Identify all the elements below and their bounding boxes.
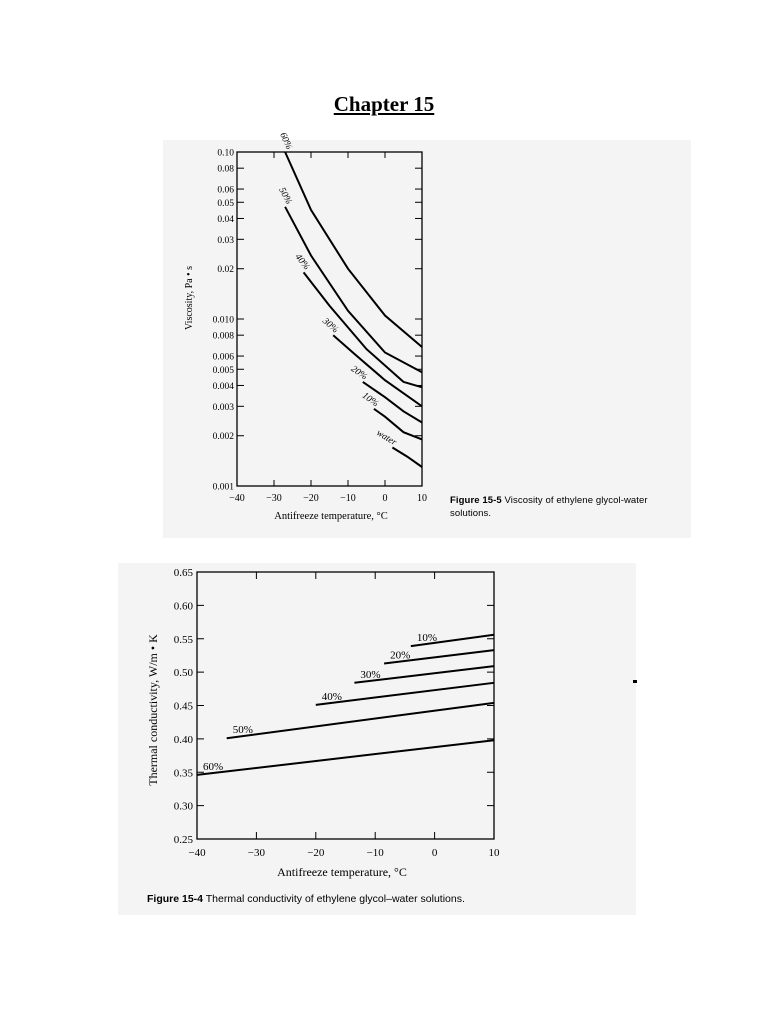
- conductivity-y-tick-label: 0.40: [173, 733, 193, 746]
- viscosity-y-tick-label: 0.08: [217, 164, 234, 175]
- viscosity-y-tick-label: 0.02: [217, 265, 234, 276]
- conductivity-y-tick-label: 0.60: [173, 600, 193, 613]
- viscosity-x-tick-label: −30: [266, 493, 282, 504]
- conductivity-x-tick-label: 10: [488, 847, 500, 859]
- figure-15-4-caption: [147, 893, 465, 905]
- viscosity-x-tick-label: −40: [229, 493, 245, 504]
- conductivity-y-tick-label: 0.30: [173, 800, 193, 813]
- viscosity-x-tick-label: 10: [417, 493, 427, 504]
- conductivity-x-axis-label: Antifreeze temperature, °C: [277, 865, 407, 879]
- conductivity-y-tick-label: 0.25: [173, 834, 193, 846]
- viscosity-y-axis-label: Viscosity, Pa • s: [184, 266, 195, 330]
- figure-15-5-label: Figure 15-5: [450, 495, 502, 506]
- viscosity-y-tick-label: 0.04: [217, 214, 234, 225]
- viscosity-y-tick-label: 0.005: [212, 365, 234, 376]
- viscosity-x-tick-label: −20: [303, 493, 319, 504]
- viscosity-series-label: 40%: [292, 252, 312, 273]
- conductivity-x-tick-label: −20: [307, 847, 325, 859]
- viscosity-y-tick-label: 0.10: [217, 148, 234, 159]
- viscosity-series-label: water: [374, 428, 399, 449]
- figure-15-5-caption-text: Viscosity of ethylene glycol-water solutions.: [450, 495, 648, 519]
- conductivity-y-tick-label: 0.45: [173, 700, 193, 713]
- conductivity-x-tick-label: −30: [247, 847, 266, 859]
- conductivity-series-label: 30%: [360, 668, 381, 681]
- conductivity-series-label: 20%: [390, 649, 411, 662]
- conductivity-line-50pct: [227, 703, 494, 738]
- viscosity-series-label: 60%: [277, 131, 294, 152]
- conductivity-series-label: 50%: [232, 724, 253, 737]
- conductivity-line-40pct: [316, 683, 494, 705]
- conductivity-y-axis-label: Thermal conductivity, W/m • K: [146, 634, 160, 786]
- viscosity-y-tick-label: 0.002: [212, 432, 234, 443]
- viscosity-series-label: 50%: [276, 186, 294, 207]
- figure-15-4-caption-text: Thermal conductivity of ethylene glycol–water solutions.: [205, 893, 465, 905]
- conductivity-series-label: 40%: [321, 690, 342, 703]
- conductivity-y-tick-label: 0.35: [173, 767, 193, 780]
- stray-mark: [633, 680, 637, 683]
- viscosity-y-tick-label: 0.003: [212, 402, 234, 413]
- viscosity-y-tick-label: 0.006: [212, 352, 234, 363]
- viscosity-series-label: 10%: [359, 390, 380, 410]
- viscosity-y-tick-label: 0.05: [217, 198, 234, 209]
- conductivity-line-60pct: [197, 740, 494, 775]
- conductivity-series-label: 10%: [416, 632, 438, 645]
- viscosity-x-axis-label: Antifreeze temperature, °C: [274, 511, 388, 522]
- viscosity-x-tick-label: 0: [382, 493, 388, 504]
- viscosity-y-tick-label: 0.001: [212, 482, 234, 493]
- figure-15-4-label: Figure 15-4: [147, 893, 204, 905]
- viscosity-y-tick-label: 0.004: [212, 381, 234, 392]
- viscosity-series-label: 20%: [348, 364, 369, 383]
- viscosity-series-label: 30%: [320, 316, 340, 336]
- conductivity-x-tick-label: −40: [188, 847, 206, 859]
- viscosity-y-tick-label: 0.06: [217, 185, 234, 196]
- page-title: Chapter 15: [333, 92, 435, 116]
- viscosity-y-tick-label: 0.008: [212, 331, 234, 342]
- viscosity-y-tick-label: 0.03: [217, 235, 234, 246]
- viscosity-y-tick-label: 0.010: [212, 315, 234, 326]
- conductivity-y-tick-label: 0.55: [173, 633, 193, 646]
- conductivity-x-tick-label: −10: [366, 847, 384, 859]
- viscosity-x-tick-label: −10: [340, 493, 356, 504]
- conductivity-x-tick-label: 0: [431, 847, 438, 859]
- figure-15-5-caption: [450, 494, 670, 520]
- conductivity-series-label: 60%: [203, 760, 224, 773]
- conductivity-y-tick-label: 0.65: [173, 567, 193, 579]
- conductivity-y-tick-label: 0.50: [173, 667, 193, 680]
- conductivity-plot-frame: [197, 572, 494, 839]
